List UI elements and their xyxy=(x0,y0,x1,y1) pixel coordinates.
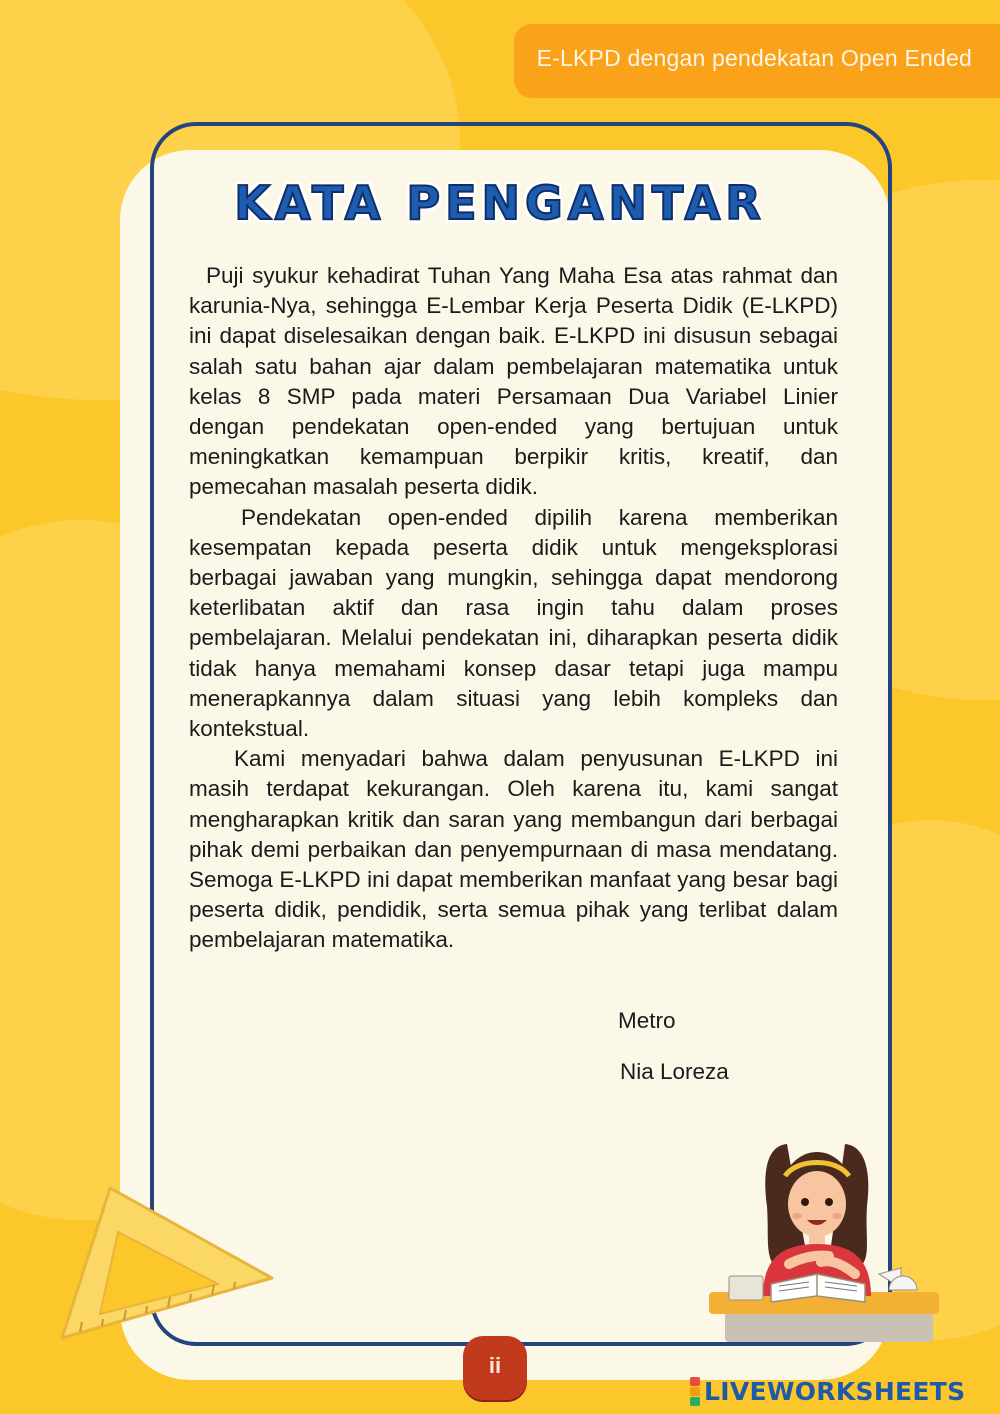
liveworksheets-brand[interactable] xyxy=(690,1374,965,1408)
page-number: ii xyxy=(488,1353,502,1378)
set-square-icon xyxy=(40,1170,280,1350)
paragraph-1: Puji syukur kehadirat Tuhan Yang Maha Esa atas rahmat dan karunia-Nya, sehingga E-Lembar Kerja Peserta Didik (E-LKPD) ini dapat diselesaikan dengan baik. E-LKPD ini disusun sebagai salah satu bahan ajar dalam pembelajaran matematika untuk kelas 8 SMP pada materi Persamaan Dua Variabel Linier dengan pendekatan open-ended yang bertujuan untuk meningkatkan kemampuan berpikir kritis, kreatif, dan pemecahan masalah peserta didik. xyxy=(189,263,838,500)
paragraph-3: Kami menyadari bahwa dalam penyusunan E-LKPD ini masih terdapat kekurangan. Oleh karena itu, kami sangat mengharapkan kritik dan saran yang membangun dari berbagai pihak demi perbaikan dan penyempurnaan di masa mendatang. Semoga E-LKPD ini dapat memberikan manfaat yang besar bagi peserta didik, pendidik, serta semua pihak yang terlibat dalam pembelajaran matematika. xyxy=(189,746,838,953)
liveworksheets-logo-icon xyxy=(690,1377,700,1406)
signature-city: Metro xyxy=(618,1008,676,1033)
paragraph-2: Pendekatan open-ended dipilih karena memberikan kesempatan kepada peserta didik untuk mengeksplorasi berbagai jawaban yang mungkin, sehingga dapat mendorong keterlibatan aktif dan rasa ingin tahu dalam proses pembelajaran. Melalui pendekatan ini, diharapkan peserta didik tidak hanya memahami konsep dasar tetapi juga mampu menerapkannya dalam situasi yang lebih kompleks dan kontekstual. xyxy=(189,504,838,742)
body-text xyxy=(189,261,838,956)
header-tab xyxy=(514,24,1000,98)
signature-name: Nia Loreza xyxy=(620,1059,729,1084)
page-number-button[interactable] xyxy=(463,1336,527,1400)
header-label: E-LKPD dengan pendekatan Open Ended xyxy=(536,45,972,71)
girl-reading-book-illustration xyxy=(705,1136,945,1356)
brand-text: LIVEWORKSHEETS xyxy=(704,1376,966,1406)
page-title: KATA PENGANTAR xyxy=(234,176,766,230)
